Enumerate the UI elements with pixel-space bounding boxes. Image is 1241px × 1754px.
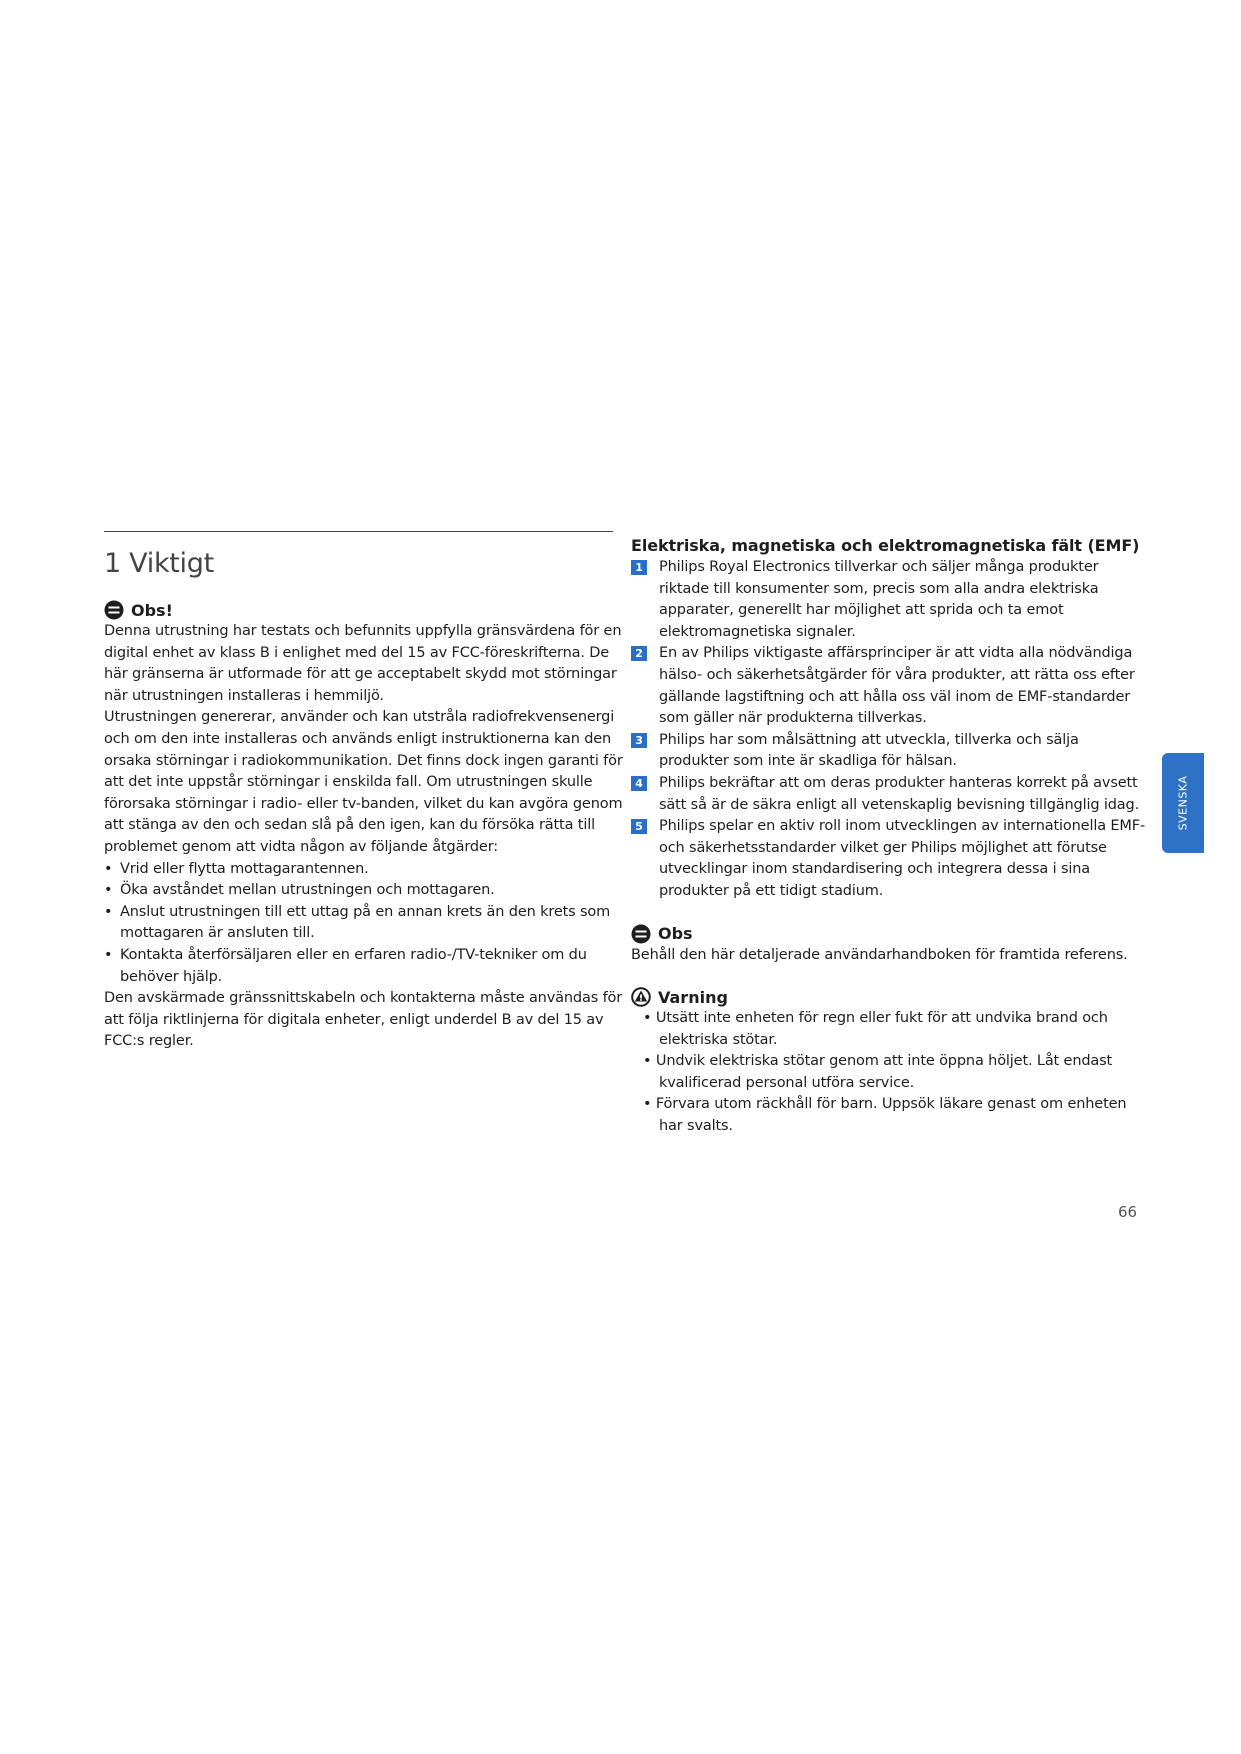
language-tab xyxy=(1162,753,1204,853)
note-heading-label: Obs! xyxy=(131,600,173,620)
list-item xyxy=(631,1094,1151,1137)
warning-bullet-text: • Undvik elektriska stötar genom att inte öppna höljet. Låt endast kvalificerad personal utföra service. xyxy=(643,1053,1113,1091)
warning-heading-label: Varning xyxy=(658,987,728,1007)
obs-heading-label: Obs xyxy=(658,924,693,943)
chapter-rule xyxy=(104,531,613,532)
warning-bullet-list xyxy=(631,1008,1151,1138)
warning-bullet-text: • Förvara utom räckhåll för barn. Uppsök läkare genast om enheten har svalts. xyxy=(643,1096,1127,1135)
list-item xyxy=(631,1051,1151,1094)
number-badge: 1 xyxy=(631,560,647,575)
note-icon xyxy=(631,924,651,944)
list-item: 4 Philips bekräftar att om deras produkter hanteras korrekt på avsett sätt så är de säkra enligt all vetenskaplig bevisning tillgänglig idag. xyxy=(631,773,1151,816)
fcc-paragraph-1: Denna utrustning har testats och befunnits uppfylla gränsvärdena för en digital enhet av klass B i enlighet med del 15 av FCC-föreskrifterna. De här gränserna är utformade för att ge acceptabelt skydd mot störningar när utrustningen installeras i hemmiljö. xyxy=(104,623,622,704)
number-badge: 2 xyxy=(631,646,647,661)
right-column xyxy=(631,535,1151,1138)
list-item: 3 Philips har som målsättning att utveckla, tillverka och sälja produkter som inte är skadliga för hälsan. xyxy=(631,730,1151,773)
obs-text: Behåll den här detaljerade användarhandboken för framtida referens. xyxy=(631,946,1128,963)
number-badge: 5 xyxy=(631,819,647,834)
emf-heading: Elektriska, magnetiska och elektromagnetiska fält (EMF) xyxy=(631,536,1140,555)
list-item: 2 En av Philips viktigaste affärsprinciper är att vidta alla nödvändiga hälso- och säkerhetsåtgärder för våra produkter, att rätta oss efter gällande lagstiftning och att hålla oss väl inom de EMF-standarder som gäller när produkterna tillverkas. xyxy=(631,643,1151,729)
chapter-title: 1 Viktigt xyxy=(104,548,214,579)
number-badge: 3 xyxy=(631,733,647,748)
list-item: • Öka avståndet mellan utrustningen och mottagaren. xyxy=(104,882,495,899)
list-item: • Anslut utrustningen till ett uttag på en annan krets än den krets som mottagaren är ansluten till. xyxy=(104,903,611,942)
number-badge: 4 xyxy=(631,776,647,791)
fcc-bullet-list xyxy=(104,859,624,989)
warning-icon xyxy=(631,987,651,1007)
page-number: 66 xyxy=(1118,1203,1138,1221)
warning-bullet-text: • Utsätt inte enheten för regn eller fukt för att undvika brand och elektriska stötar. xyxy=(643,1010,1108,1048)
list-item: 5 Philips spelar en aktiv roll inom utvecklingen av internationella EMF- och säkerhetsstandarder vilket ger Philips möjlighet att förutse utvecklingar inom standardisering och integrera dessa i sina produkter på ett tidigt stadium. xyxy=(631,816,1151,902)
list-item: • Vrid eller flytta mottagarantennen. xyxy=(104,860,369,877)
emf-list xyxy=(631,557,1151,903)
note-heading xyxy=(104,599,624,621)
obs-heading xyxy=(631,923,1151,945)
fcc-paragraph-2: Utrustningen genererar, använder och kan utstråla radiofrekvensenergi och om den inte installeras och används enligt instruktionerna kan den orsaka störningar i radiokommunikation. Det finns dock ingen garanti för att det inte uppstår störningar i enskilda fall. Om utrustningen skulle förorsaka störningar i radio- eller tv-banden, vilket du kan avgöra genom att stänga av den och sedan slå på den igen, kan du försöka rätta till problemet genom att vidta någon av följande åtgärder: xyxy=(104,709,623,855)
list-item: • Kontakta återförsäljaren eller en erfaren radio-/TV-tekniker om du behöver hjälp. xyxy=(104,946,587,985)
fcc-closing-paragraph: Den avskärmade gränssnittskabeln och kontakterna måste användas för att följa riktlinjerna för digitala enheter, enligt underdel B av del 15 av FCC:s regler. xyxy=(104,990,623,1050)
list-item xyxy=(631,1008,1151,1051)
note-icon xyxy=(104,600,124,620)
warning-heading xyxy=(631,986,1151,1008)
language-tab-label: SVENSKA xyxy=(1176,775,1190,831)
left-column xyxy=(104,599,624,1053)
list-item: 1 Philips Royal Electronics tillverkar och säljer många produkter riktade till konsumenter som, precis som alla andra elektriska apparater, generellt har möjlighet att sprida och ta emot elektromagnetiska signaler. xyxy=(631,557,1151,643)
